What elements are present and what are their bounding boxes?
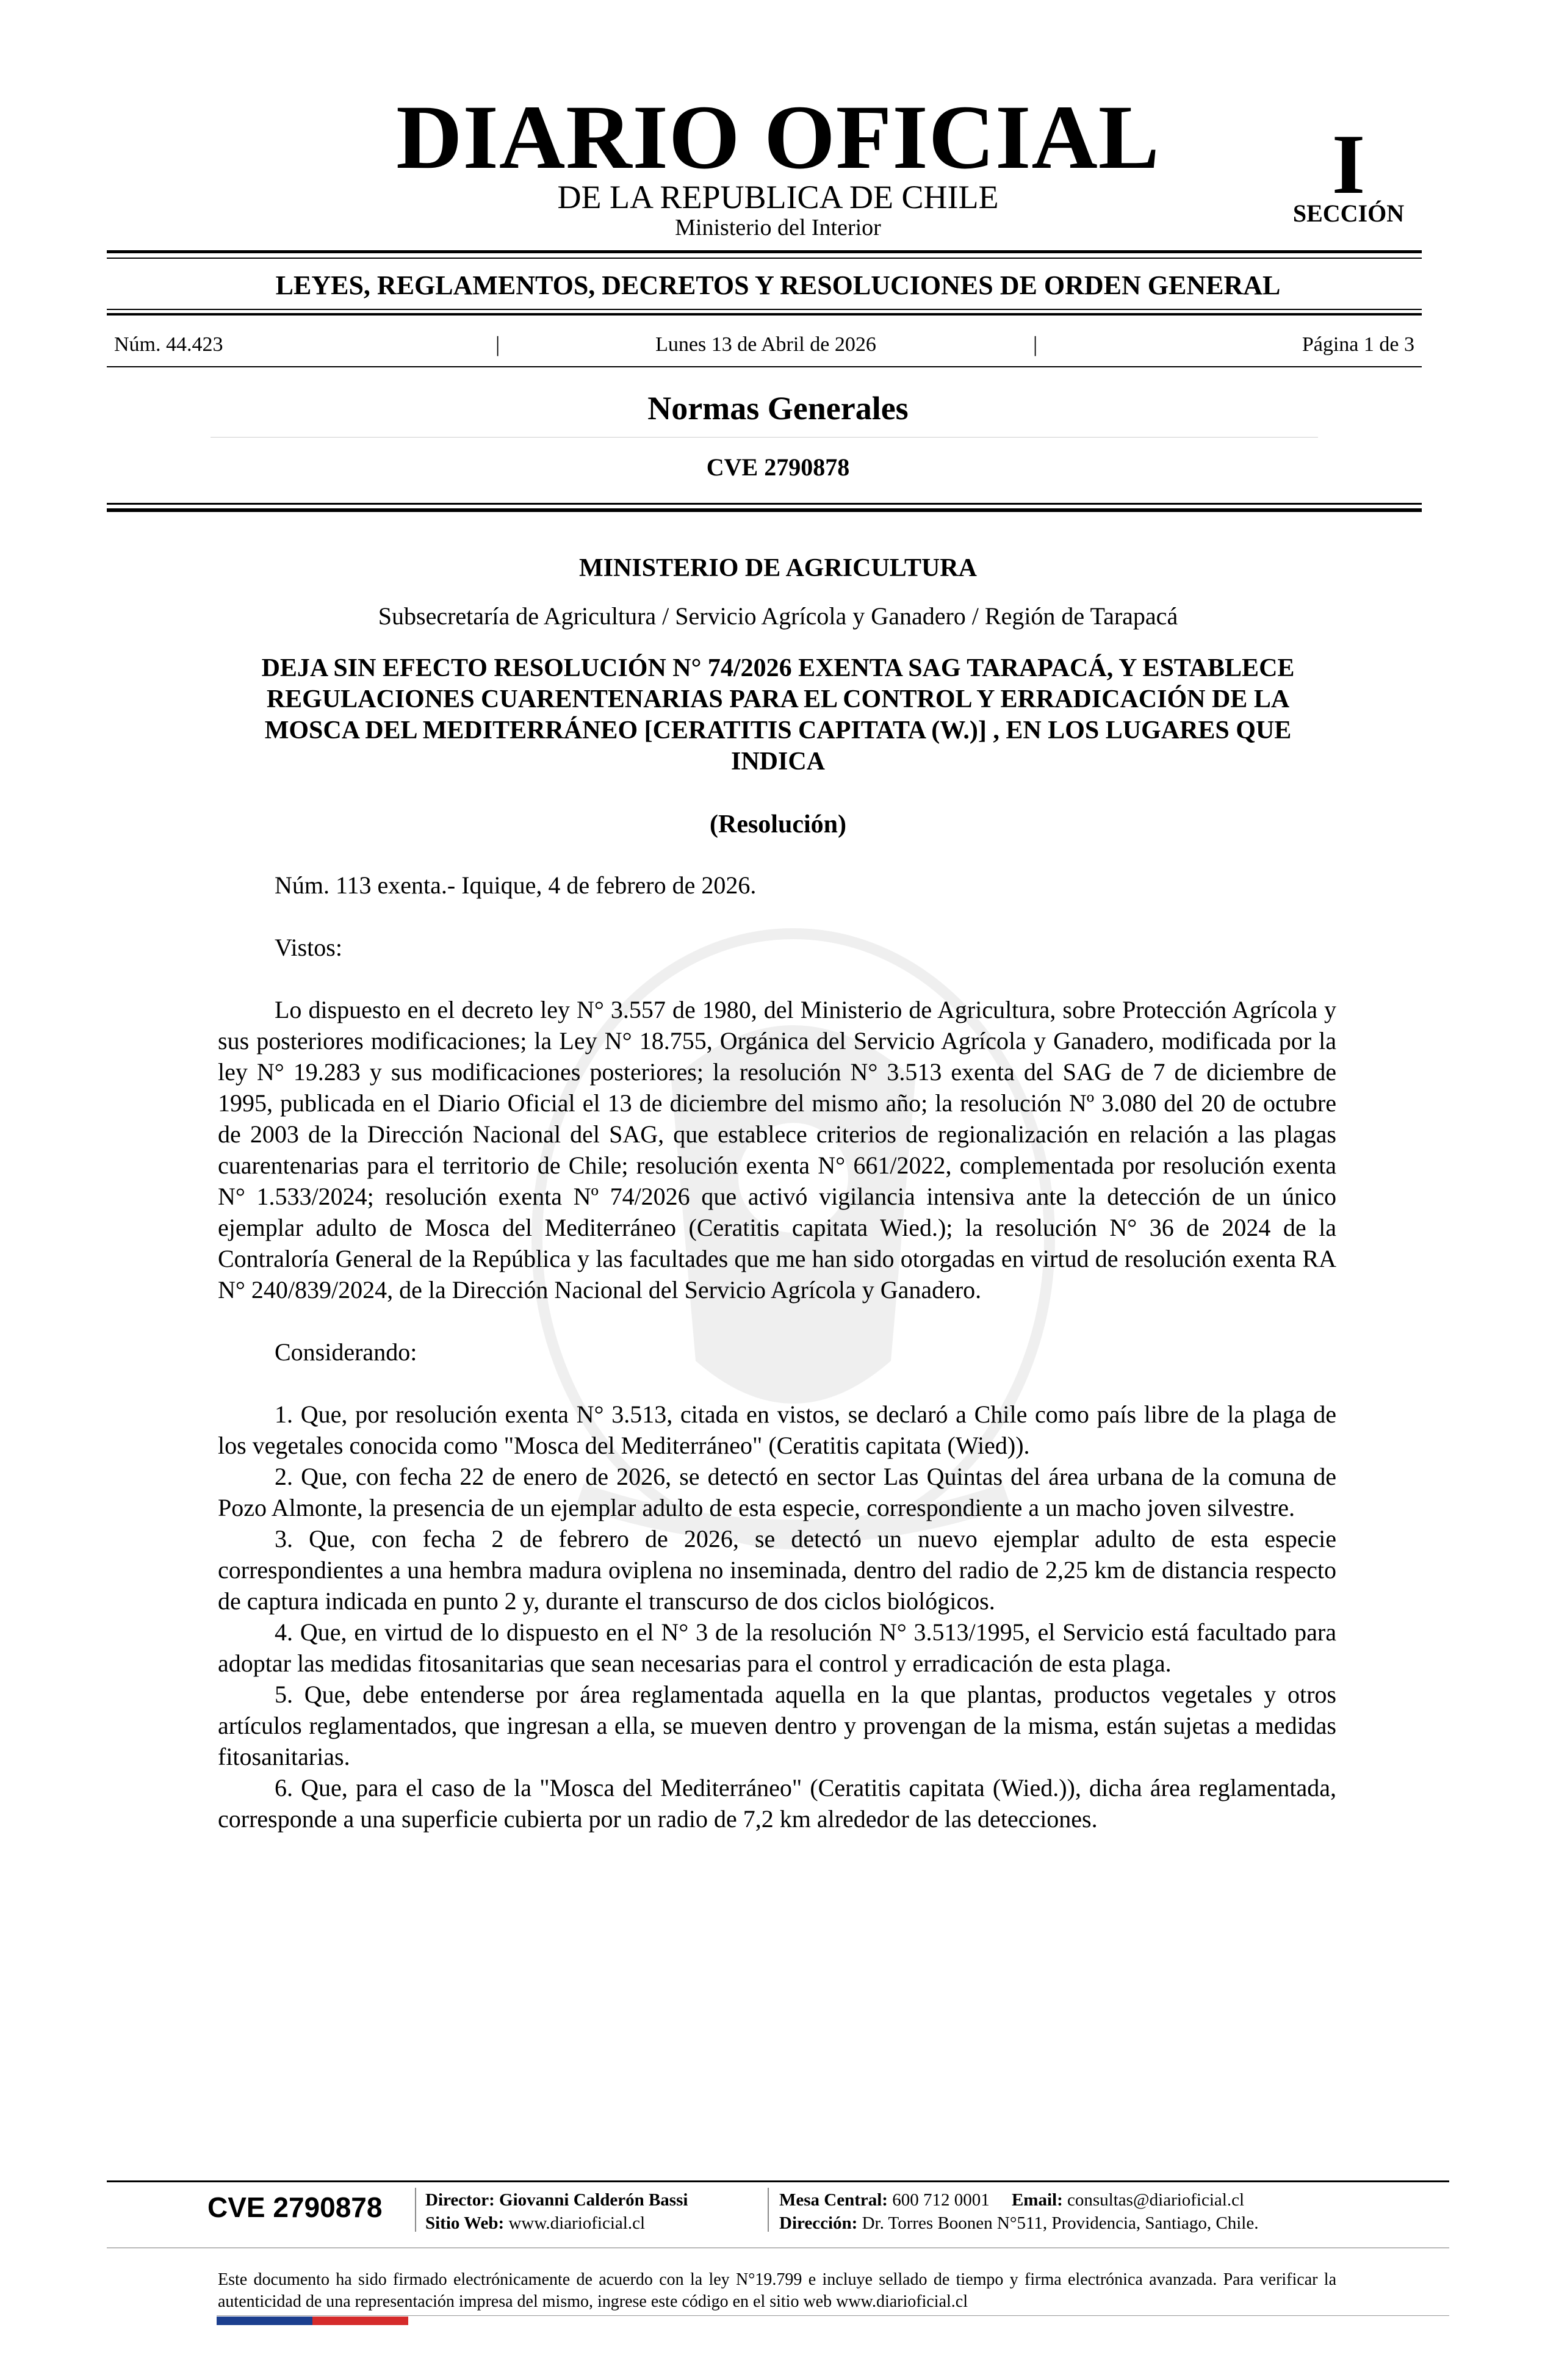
cve-rule-thin	[107, 503, 1422, 505]
footer-legal-note: Este documento ha sido firmado electrónicamente de acuerdo con la ley N°19.799 e incluye sellado de tiempo y firma electrónica avanzada. Para verificar la autenticidad de una representación impresa del mismo, ingrese este código en el sitio web www.diarioficial.cl	[218, 2270, 1336, 2311]
subsecretaria-line: Subsecretaría de Agricultura / Servicio Agrícola y Ganadero / Región de Tarapacá	[378, 602, 1178, 630]
masthead-subtitle: DE LA REPUBLICA DE CHILE	[557, 179, 999, 215]
address-text: Dr. Torres Boonen N°511, Providencia, Santiago, Chile.	[862, 2213, 1259, 2233]
footer-site	[425, 2212, 645, 2235]
footer-cve-code: CVE 2790878	[207, 2191, 383, 2223]
ministry-heading: MINISTERIO DE AGRICULTURA	[579, 554, 977, 582]
resolution-label: (Resolución)	[710, 810, 846, 838]
footer-divider	[768, 2188, 769, 2232]
masthead-rule-thick	[107, 250, 1422, 253]
vistos-label: Vistos:	[275, 934, 342, 961]
footer-top-rule	[107, 2180, 1449, 2182]
cve-code: CVE 2790878	[706, 453, 850, 481]
site-label: Sitio Web:	[425, 2213, 505, 2233]
flag-bar-red	[312, 2317, 408, 2325]
mesa-label: Mesa Central:	[779, 2190, 888, 2210]
resolution-body	[218, 870, 1336, 1834]
section-title: Normas Generales	[647, 390, 909, 427]
address-label: Dirección:	[779, 2213, 858, 2233]
masthead-ministry: Ministerio del Interior	[675, 215, 881, 240]
considerando-item: 4. Que, en virtud de lo dispuesto en el N° 3 de la resolución N° 3.513/1995, el Servicio está facultado para adoptar las medidas fitosanitarias que sean necesarias para el control y erradicación de esta plaga.	[218, 1618, 1336, 1677]
director-name: Giovanni Calderón Bassi	[499, 2190, 688, 2210]
resolution-title: DEJA SIN EFECTO RESOLUCIÓN N° 74/2026 EXENTA SAG TARAPACÁ, Y ESTABLECE REGULACIONES CUARENTENARIAS PARA EL CONTROL Y ERRADICACIÓN DE LA MOSCA DEL MEDITERRÁNEO [CERATITIS CAPITATA (W.)] , EN LOS LUGARES QUE INDICA	[261, 654, 1295, 776]
resolution-number-date: Núm. 113 exenta.- Iquique, 4 de febrero de 2026.	[275, 871, 757, 899]
section-number: I	[1331, 117, 1366, 212]
considerando-item: 1. Que, por resolución exenta N° 3.513, citada en vistos, se declaró a Chile como país libre de la plaga de los vegetales conocida como "Mosca del Mediterráneo" (Ceratitis capitata (Wied)).	[218, 1401, 1336, 1459]
footer-address	[779, 2212, 1258, 2235]
masthead-rule-thin	[107, 258, 1422, 259]
director-label: Director:	[425, 2190, 495, 2210]
email-label: Email:	[1011, 2190, 1063, 2210]
considerando-item: 3. Que, con fecha 2 de febrero de 2026, se detectó un nuevo ejemplar adulto de esta especie correspondientes a una hembra madura oviplena no inseminada, dentro del radio de 2,25 km de distancia respecto de captura indicada en punto 2 y, durante el transcurso de dos ciclos biológicos.	[218, 1525, 1336, 1615]
footer-director	[425, 2188, 688, 2212]
cve-rule-thick	[107, 508, 1422, 512]
category-heading: LEYES, REGLAMENTOS, DECRETOS Y RESOLUCIONES DE ORDEN GENERAL	[275, 270, 1281, 300]
meta-separator: |	[495, 332, 500, 356]
category-rule-thin	[107, 309, 1422, 310]
footer-contact	[779, 2188, 1244, 2212]
issue-number: Núm. 44.423	[114, 333, 223, 356]
meta-separator: |	[1033, 332, 1038, 356]
vistos-paragraph: Lo dispuesto en el decreto ley N° 3.557 de 1980, del Ministerio de Agricultura, sobre Protección Agrícola y sus posteriores modificaciones; la Ley N° 18.755, Orgánica del Servicio Agrícola y Ganadero, modificada por la ley N° 19.283 y sus modificaciones posteriores; la resolución N° 3.513 exenta del SAG de 7 de diciembre de 1995, publicada en el Diario Oficial el 13 de diciembre del mismo año; la resolución Nº 3.080 del 20 de octubre de 2003 de la Dirección Nacional del SAG, que establece criterios de regionalización en relación a las plagas cuarentenarias para el territorio de Chile; resolución exenta N° 661/2022, complementada por resolución exenta N° 1.533/2024; resolución exenta Nº 74/2026 que activó vigilancia intensiva ante la detección de un único ejemplar adulto de Mosca del Mediterráneo (Ceratitis capitata Wied.); la resolución N° 36 de 2024 de la Contraloría General de la República y las facultades que me han sido otorgadas en virtud de resolución exenta RA N° 240/839/2024, de la Dirección Nacional del Servicio Agrícola y Ganadero.	[218, 996, 1336, 1304]
masthead-title: DIARIO OFICIAL	[396, 87, 1160, 188]
section-title-rule	[211, 437, 1318, 438]
page-indicator: Página 1 de 3	[1302, 333, 1414, 356]
meta-rule	[107, 366, 1422, 367]
considerando-item: 5. Que, debe entenderse por área reglamentada aquella en la que plantas, productos vegetales y otros artículos reglamentados, que ingresan a ella, se mueven dentro y provengan de la misma, están sujetas a medidas fitosanitarias.	[218, 1681, 1336, 1770]
footer-bottom-rule	[217, 2315, 1449, 2316]
considerando-label: Considerando:	[275, 1338, 417, 1366]
mesa-phone: 600 712 0001	[892, 2190, 990, 2210]
considerando-item: 2. Que, con fecha 22 de enero de 2026, se detectó en sector Las Quintas del área urbana de la comuna de Pozo Almonte, la presencia de un ejemplar adulto de esta especie, correspondiente a un macho joven silvestre.	[218, 1463, 1336, 1521]
issue-date: Lunes 13 de Abril de 2026	[655, 333, 876, 356]
site-link[interactable]: www.diarioficial.cl	[508, 2213, 646, 2233]
section-label: SECCIÓN	[1292, 200, 1405, 227]
considerando-item: 6. Que, para el caso de la "Mosca del Mediterráneo" (Ceratitis capitata (Wied.)), dicha área reglamentada, corresponde a una superficie cubierta por un radio de 7,2 km alrededor de las detecciones.	[218, 1774, 1336, 1833]
category-rule-thick	[107, 313, 1422, 316]
footer-divider	[415, 2188, 416, 2232]
flag-bar-blue	[217, 2317, 312, 2325]
email-link[interactable]: consultas@diarioficial.cl	[1067, 2190, 1245, 2210]
